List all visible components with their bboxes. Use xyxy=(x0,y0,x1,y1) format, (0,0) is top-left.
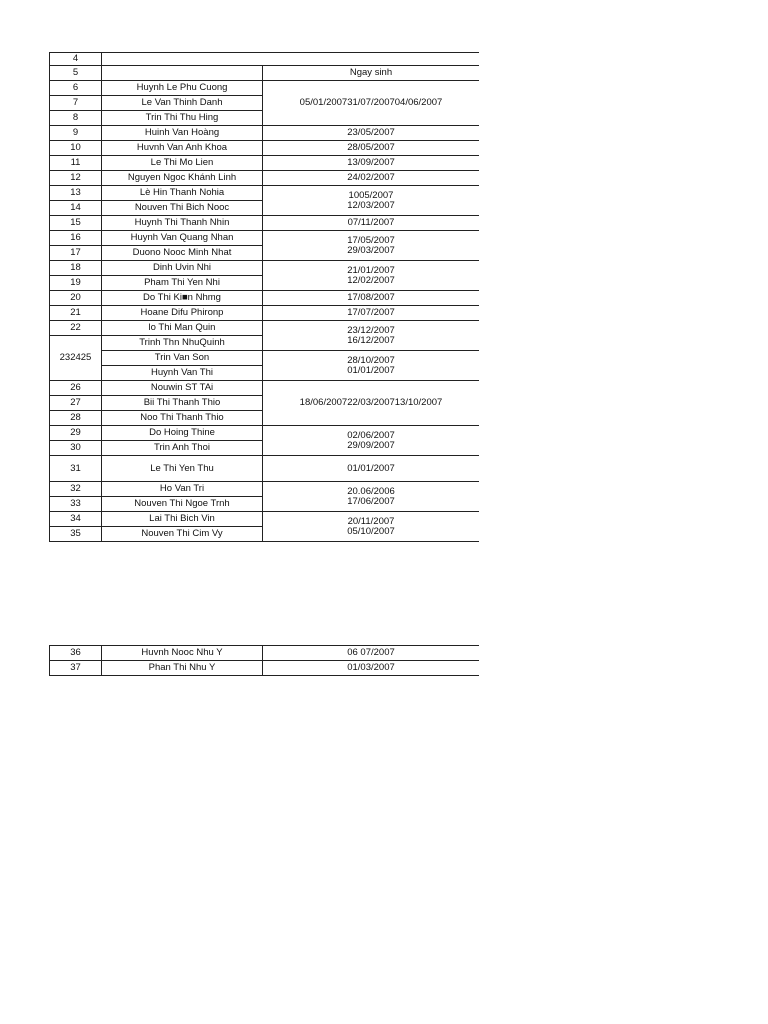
table-row xyxy=(50,291,480,306)
dob-cell: 13/09/2007 xyxy=(263,156,480,171)
dob-cell: 23/05/2007 xyxy=(263,126,480,141)
row-number: 15 xyxy=(50,216,102,231)
row-number: 18 xyxy=(50,261,102,276)
student-name: Ho Van Tri xyxy=(102,482,263,497)
dob-cell: 18/06/200722/03/200713/10/2007 xyxy=(263,381,480,426)
student-name: Le Thi Mo Lien xyxy=(102,156,263,171)
dob-cell: 17/08/2007 xyxy=(263,291,480,306)
row-number: 36 xyxy=(50,646,102,661)
table-row xyxy=(50,512,480,527)
dob-cell: 06 07/2007 xyxy=(263,646,480,661)
table-row xyxy=(50,261,480,276)
row-number: 35 xyxy=(50,527,102,542)
dob-cell: 23/12/2007 16/12/2007 xyxy=(263,321,480,351)
row-number: 37 xyxy=(50,661,102,676)
dob-cell: 24/02/2007 xyxy=(263,171,480,186)
student-name: Le Thi Yen Thu xyxy=(102,456,263,482)
student-name: Lè Hin Thanh Nohia xyxy=(102,186,263,201)
table-row xyxy=(50,351,480,366)
dob-cell: 05/01/200731/07/200704/06/2007 xyxy=(263,81,480,126)
dob-cell: 28/05/2007 xyxy=(263,141,480,156)
student-name: Noo Thi Thanh Thio xyxy=(102,411,263,426)
row-number: 13 xyxy=(50,186,102,201)
student-name: Do Thi Ki■n Nhmg xyxy=(102,291,263,306)
table-row xyxy=(50,482,480,497)
table-row xyxy=(50,661,480,676)
row-number: 10 xyxy=(50,141,102,156)
student-name: Dinh Uvin Nhi xyxy=(102,261,263,276)
table-row xyxy=(50,306,480,321)
row-number: 34 xyxy=(50,512,102,527)
table-row xyxy=(50,646,480,661)
student-name: Trin Anh Thoi xyxy=(102,441,263,456)
student-name: Huinh Van Hoàng xyxy=(102,126,263,141)
row-number: 27 xyxy=(50,396,102,411)
row-number: 14 xyxy=(50,201,102,216)
dob-cell: 28/10/2007 01/01/2007 xyxy=(263,351,480,381)
dob-cell: 20.06/2006 17/06/2007 xyxy=(263,482,480,512)
student-name: Huynh Thi Thanh Nhin xyxy=(102,216,263,231)
table-row xyxy=(50,456,480,482)
row-number: 32 xyxy=(50,482,102,497)
row-number: 26 xyxy=(50,381,102,396)
student-table-continued xyxy=(49,645,479,676)
student-name: Huynh Van Thi xyxy=(102,366,263,381)
row-number: 30 xyxy=(50,441,102,456)
table-row xyxy=(50,186,480,201)
dob-cell: 21/01/2007 12/02/2007 xyxy=(263,261,480,291)
student-name: Nouwin ST TAi xyxy=(102,381,263,396)
row-number: 7 xyxy=(50,96,102,111)
student-name: Nguyen Ngoc Khánh Linh xyxy=(102,171,263,186)
dob-cell: 20/11/2007 05/10/2007 xyxy=(263,512,480,542)
student-name: Do Hoing Thine xyxy=(102,426,263,441)
student-name: Nouven Thi Bich Nooc xyxy=(102,201,263,216)
student-name: Lai Thi Bich Vin xyxy=(102,512,263,527)
row-number: 17 xyxy=(50,246,102,261)
student-name: Nouven Thi Cim Vy xyxy=(102,527,263,542)
dob-cell: 01/01/2007 xyxy=(263,456,480,482)
row-number: 19 xyxy=(50,276,102,291)
row-number: 28 xyxy=(50,411,102,426)
table-row xyxy=(50,81,480,96)
student-name: Huvnh Nooc Nhu Y xyxy=(102,646,263,661)
table-row xyxy=(50,426,480,441)
dob-cell: 02/06/2007 29/09/2007 xyxy=(263,426,480,456)
student-name: Trin Van Son xyxy=(102,351,263,366)
table-row xyxy=(50,156,480,171)
row-number: 31 xyxy=(50,456,102,482)
row-number: 33 xyxy=(50,497,102,512)
row-number: 21 xyxy=(50,306,102,321)
student-name: Pham Thi Yen Nhi xyxy=(102,276,263,291)
student-name: Phan Thi Nhu Y xyxy=(102,661,263,676)
row-number: 29 xyxy=(50,426,102,441)
table-row xyxy=(50,53,480,66)
row-number: 6 xyxy=(50,81,102,96)
row-number: 232425 xyxy=(50,336,102,381)
student-table xyxy=(49,52,479,542)
student-name: Bii Thi Thanh Thio xyxy=(102,396,263,411)
student-name: Trinh Thn NhuQuinh xyxy=(102,336,263,351)
dob-cell: 17/07/2007 xyxy=(263,306,480,321)
table-row xyxy=(50,321,480,336)
student-name: Huynh Le Phu Cuong xyxy=(102,81,263,96)
empty-cell xyxy=(102,66,263,81)
student-name: Huynh Van Quang Nhan xyxy=(102,231,263,246)
dob-cell: 17/05/2007 29/03/2007 xyxy=(263,231,480,261)
row-number: 12 xyxy=(50,171,102,186)
empty-cell xyxy=(102,53,480,66)
row-number: 4 xyxy=(50,53,102,66)
row-number: 11 xyxy=(50,156,102,171)
student-name: Nouven Thi Ngoe Trnh xyxy=(102,497,263,512)
dob-header: Ngay sinh xyxy=(263,66,480,81)
table-row xyxy=(50,66,480,81)
student-name: Huvnh Van Anh Khoa xyxy=(102,141,263,156)
table-row xyxy=(50,141,480,156)
row-number: 16 xyxy=(50,231,102,246)
dob-cell: 07/11/2007 xyxy=(263,216,480,231)
student-name: Trin Thi Thu Hing xyxy=(102,111,263,126)
dob-cell: 01/03/2007 xyxy=(263,661,480,676)
dob-cell: 1005/2007 12/03/2007 xyxy=(263,186,480,216)
table-row xyxy=(50,216,480,231)
table-row xyxy=(50,126,480,141)
table-row xyxy=(50,381,480,396)
table-row xyxy=(50,171,480,186)
student-name: Duono Nooc Minh Nhat xyxy=(102,246,263,261)
row-number: 22 xyxy=(50,321,102,336)
row-number: 5 xyxy=(50,66,102,81)
table-row xyxy=(50,231,480,246)
row-number: 9 xyxy=(50,126,102,141)
row-number: 8 xyxy=(50,111,102,126)
student-name: Hoane Difu Phironp xyxy=(102,306,263,321)
student-name: lo Thi Man Quin xyxy=(102,321,263,336)
row-number: 20 xyxy=(50,291,102,306)
student-name: Le Van Thinh Danh xyxy=(102,96,263,111)
